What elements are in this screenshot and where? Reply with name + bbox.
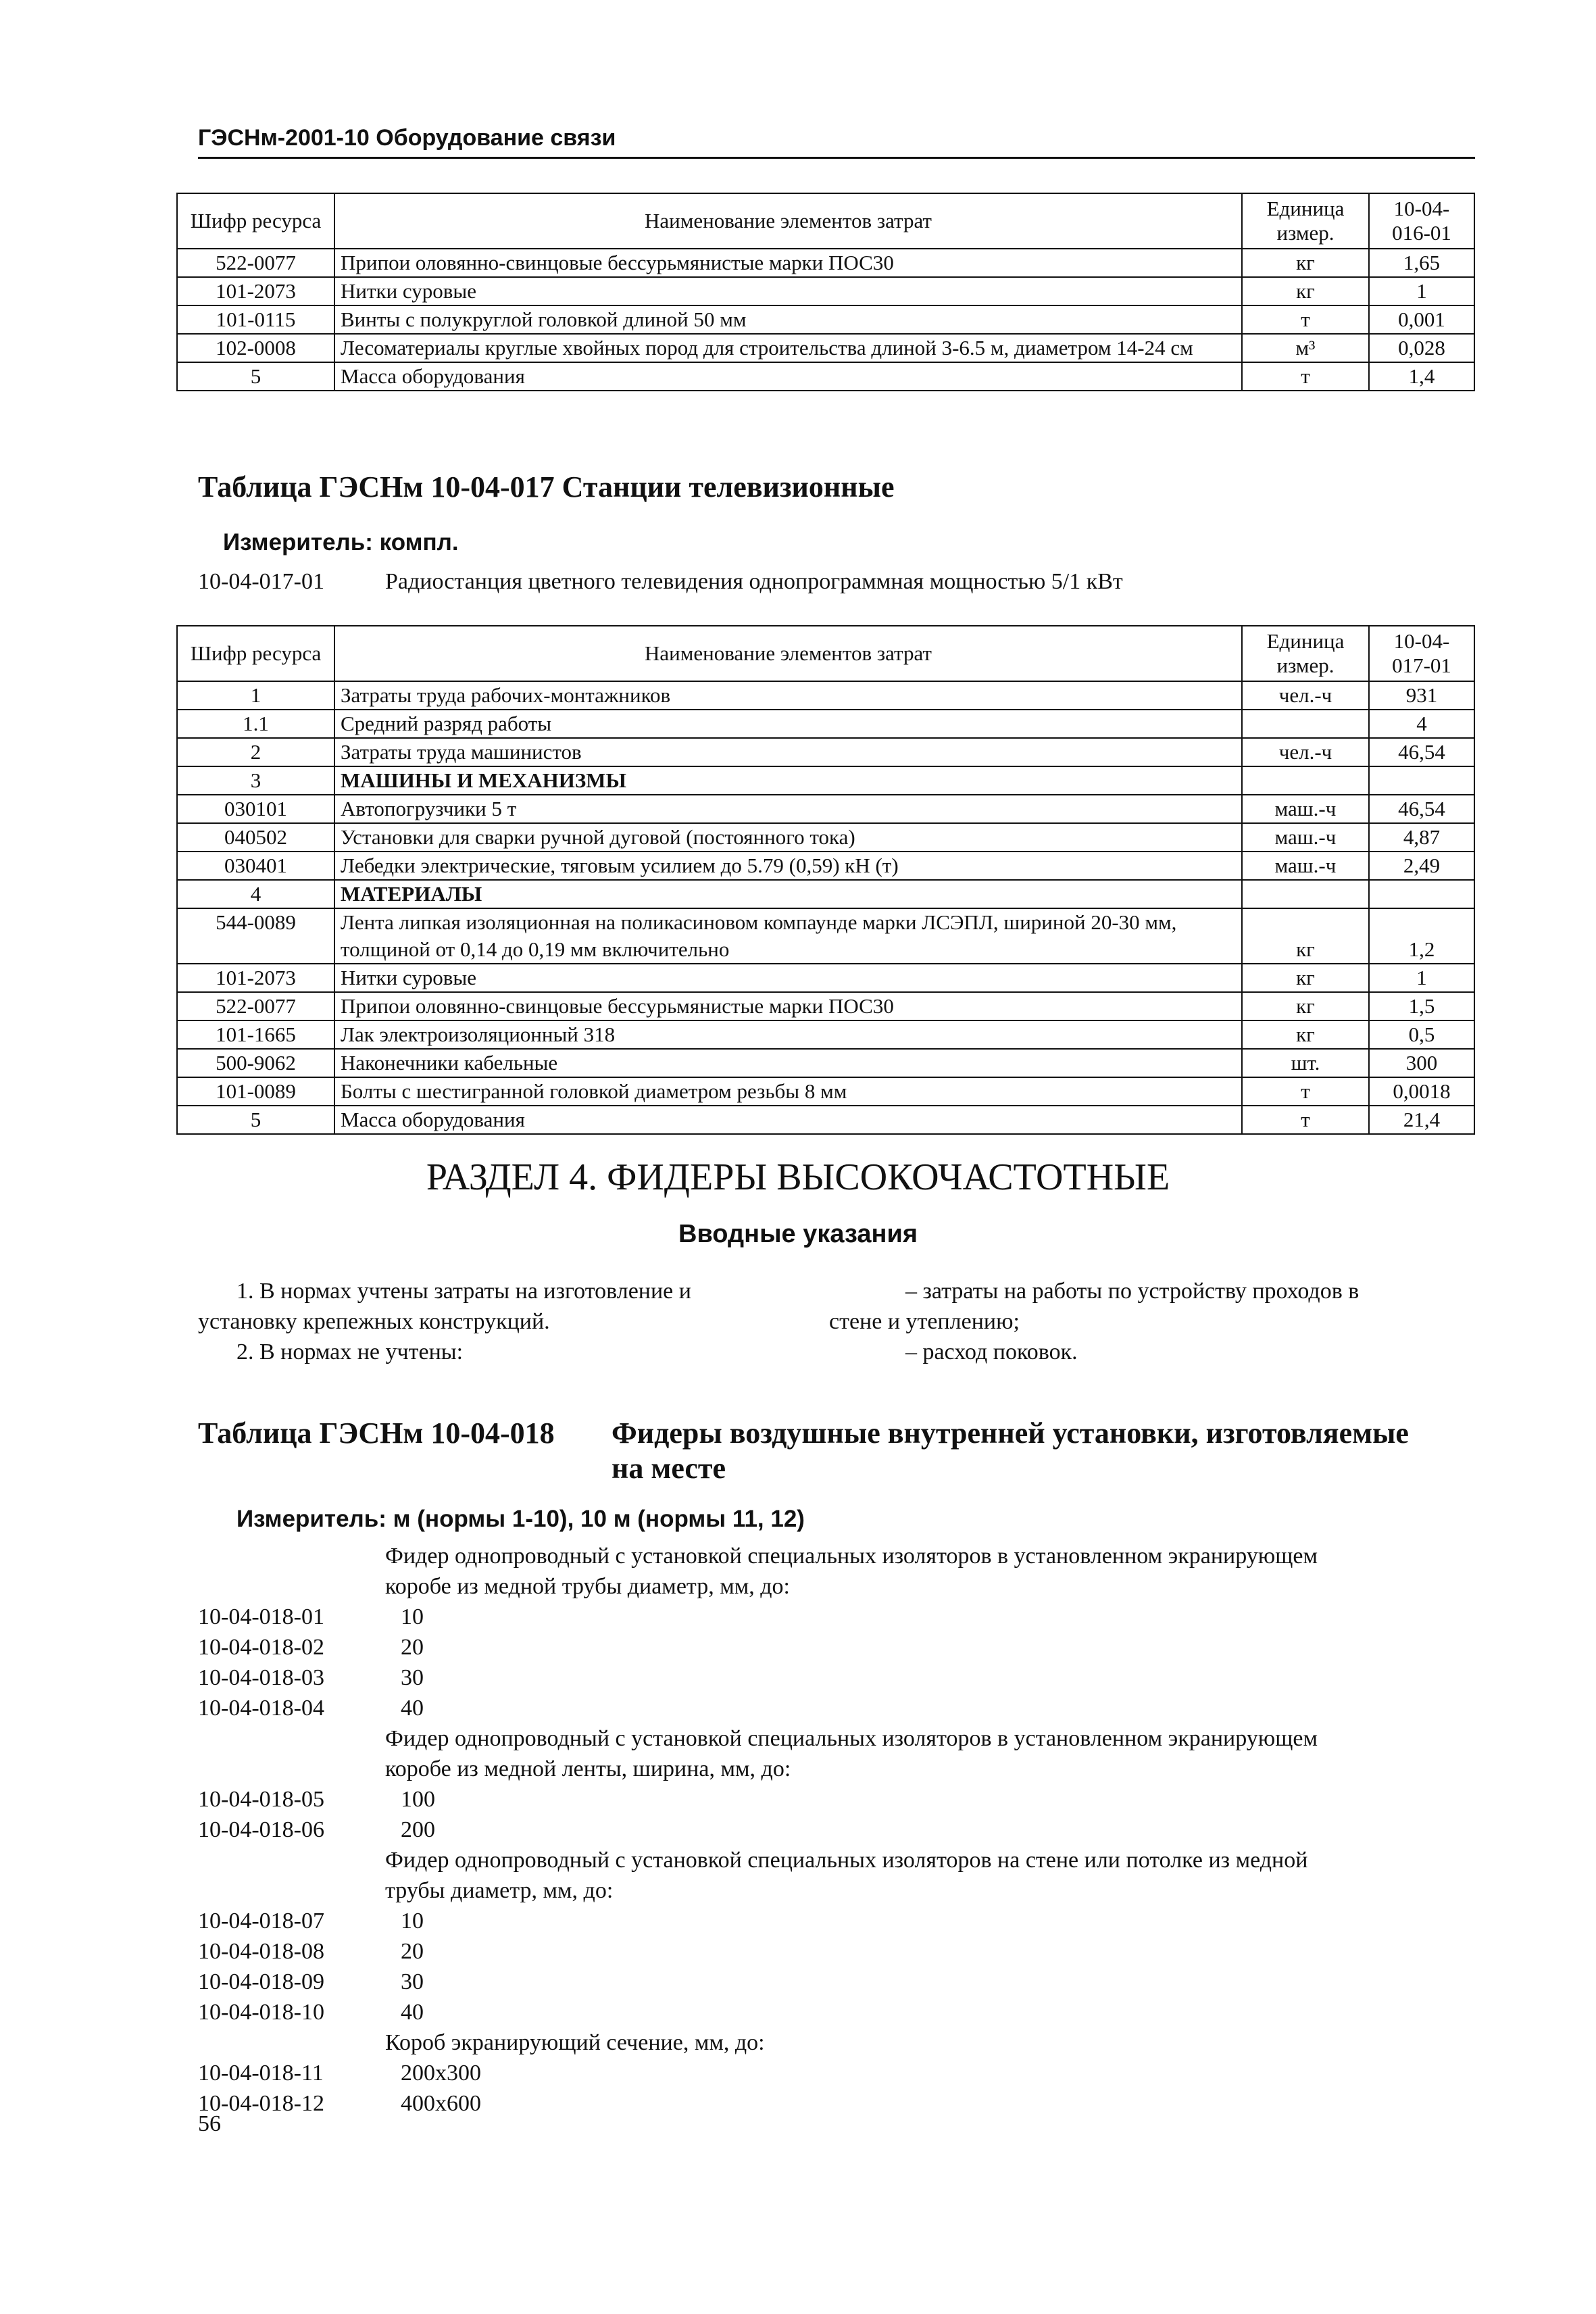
- table-row: [177, 710, 1474, 738]
- cell-value: 1,2: [1369, 908, 1474, 964]
- table-row: [177, 1106, 1474, 1134]
- cell-unit: чел.-ч: [1242, 738, 1369, 766]
- intro-text: стене и утеплению;: [829, 1309, 1020, 1334]
- table-header-row: [177, 193, 1474, 249]
- resource-table-017: [176, 625, 1475, 1135]
- norm-code: 10-04-018-02: [198, 1635, 324, 1660]
- norm-parameter: 20: [401, 1635, 424, 1660]
- cell-unit: м³: [1242, 334, 1369, 362]
- cell-name: МАТЕРИАЛЫ: [334, 880, 1242, 908]
- cell-name: Затраты труда машинистов: [334, 738, 1242, 766]
- norm-parameter: 10: [401, 1604, 424, 1629]
- cell-unit: кг: [1242, 908, 1369, 964]
- norm-item: [198, 1906, 1475, 1936]
- table-018-title: Фидеры воздушные внутренней установки, изготовляемые: [612, 1417, 1409, 1450]
- cell-value: 46,54: [1369, 795, 1474, 823]
- cell-name: Средний разряд работы: [334, 710, 1242, 738]
- col-header-unit: Единица измер.: [1242, 626, 1369, 681]
- cell-value: [1369, 880, 1474, 908]
- cell-name: Установки для сварки ручной дуговой (постоянного тока): [334, 823, 1242, 852]
- norm-parameter: 30: [401, 1665, 424, 1690]
- table-row: [177, 992, 1474, 1020]
- cell-value: 1,65: [1369, 249, 1474, 277]
- norms-list: [198, 1541, 1475, 2119]
- cell-value: 1: [1369, 277, 1474, 305]
- cell-name: МАШИНЫ И МЕХАНИЗМЫ: [334, 766, 1242, 795]
- cell-name: Затраты труда рабочих-монтажников: [334, 681, 1242, 710]
- cell-unit: кг: [1242, 249, 1369, 277]
- cell-name: Нитки суровые: [334, 277, 1242, 305]
- group-description: Короб экранирующий сечение, мм, до:: [385, 2030, 765, 2055]
- norm-item: [198, 1784, 1475, 1815]
- cell-code: 2: [177, 738, 334, 766]
- page-number: 56: [198, 2111, 221, 2136]
- table-row: [177, 964, 1474, 992]
- norm-item: [198, 1632, 1475, 1663]
- cell-unit: маш.-ч: [1242, 823, 1369, 852]
- norm-code: 10-04-018-03: [198, 1665, 324, 1690]
- table-row: [177, 766, 1474, 795]
- table-row: [177, 823, 1474, 852]
- cell-code: 544-0089: [177, 908, 334, 964]
- cell-unit: т: [1242, 362, 1369, 391]
- table-header-row: [177, 626, 1474, 681]
- table-017-title: Таблица ГЭСНм 10-04-017 Станции телевизионные: [198, 470, 895, 503]
- table-row: [177, 305, 1474, 334]
- cell-unit: кг: [1242, 964, 1369, 992]
- intro-text: 2. В нормах не учтены:: [236, 1339, 464, 1364]
- table-row: [177, 362, 1474, 391]
- table-row: [177, 880, 1474, 908]
- cell-value: 1,5: [1369, 992, 1474, 1020]
- cell-name: Нитки суровые: [334, 964, 1242, 992]
- table-018-title: на месте: [612, 1452, 726, 1485]
- section-title: РАЗДЕЛ 4. ФИДЕРЫ ВЫСОКОЧАСТОТНЫЕ: [426, 1156, 1170, 1198]
- intro-text: установку крепежных конструкций.: [198, 1309, 550, 1334]
- resource-table-016: [176, 193, 1475, 391]
- cell-name: Припои оловянно-свинцовые бессурьмянистые марки ПОС30: [334, 249, 1242, 277]
- cell-name: Припои оловянно-свинцовые бессурьмянистые марки ПОС30: [334, 992, 1242, 1020]
- table-017-measure: Измеритель: компл.: [223, 529, 459, 556]
- table-row: [177, 249, 1474, 277]
- cell-unit: [1242, 880, 1369, 908]
- table-row: [177, 277, 1474, 305]
- norm-parameter: 400х600: [401, 2091, 481, 2116]
- cell-code: 101-0089: [177, 1077, 334, 1106]
- cell-name: Наконечники кабельные: [334, 1049, 1242, 1077]
- cell-value: 1: [1369, 964, 1474, 992]
- col-header-name: Наименование элементов затрат: [334, 626, 1242, 681]
- norm-parameter: 200: [401, 1817, 435, 1842]
- cell-name: Масса оборудования: [334, 362, 1242, 391]
- group-description: коробе из медной трубы диаметр, мм, до:: [385, 1574, 790, 1599]
- intro-text: – расход поковок.: [905, 1339, 1078, 1364]
- col-header-code: Шифр ресурса: [177, 626, 334, 681]
- cell-value: 4: [1369, 710, 1474, 738]
- norm-item: [198, 1815, 1475, 1845]
- cell-code: 1.1: [177, 710, 334, 738]
- norm-item: [198, 1997, 1475, 2027]
- table-018-measure: Измеритель: м (нормы 1-10), 10 м (нормы 11, 12): [236, 1506, 805, 1532]
- cell-code: 030401: [177, 852, 334, 880]
- header-rule: [198, 157, 1475, 159]
- cell-unit: маш.-ч: [1242, 795, 1369, 823]
- group-description: трубы диаметр, мм, до:: [385, 1878, 614, 1903]
- cell-code: 4: [177, 880, 334, 908]
- cell-code: 102-0008: [177, 334, 334, 362]
- norm-code: 10-04-018-10: [198, 2000, 324, 2025]
- norm-parameter: 20: [401, 1939, 424, 1964]
- norm-code: 10-04-017-01: [198, 569, 324, 594]
- col-header-name: Наименование элементов затрат: [334, 193, 1242, 249]
- cell-name: Лак электроизоляционный 318: [334, 1020, 1242, 1049]
- cell-code: 1: [177, 681, 334, 710]
- table-row: [177, 1077, 1474, 1106]
- norm-code: 10-04-018-11: [198, 2061, 324, 2086]
- running-header: ГЭСНм-2001-10 Оборудование связи: [198, 125, 616, 151]
- norm-parameter: 40: [401, 2000, 424, 2025]
- table-row: [177, 795, 1474, 823]
- cell-code: 101-2073: [177, 964, 334, 992]
- cell-code: 3: [177, 766, 334, 795]
- norm-description: Радиостанция цветного телевидения однопрограммная мощностью 5/1 кВт: [385, 569, 1123, 594]
- norm-item: [198, 2088, 1475, 2119]
- cell-value: 0,001: [1369, 305, 1474, 334]
- intro-text: – затраты на работы по устройству проходов в: [905, 1279, 1360, 1304]
- norm-code: 10-04-018-07: [198, 1909, 324, 1934]
- norm-item: [198, 1936, 1475, 1967]
- group-description: коробе из медной ленты, ширина, мм, до:: [385, 1756, 791, 1781]
- table-row: [177, 1049, 1474, 1077]
- cell-name: Винты с полукруглой головкой длиной 50 мм: [334, 305, 1242, 334]
- col-header-unit: Единица измер.: [1242, 193, 1369, 249]
- intro-text: 1. В нормах учтены затраты на изготовление и: [236, 1279, 691, 1304]
- table-row: [177, 738, 1474, 766]
- table-row: [177, 1020, 1474, 1049]
- cell-unit: т: [1242, 1077, 1369, 1106]
- cell-value: [1369, 766, 1474, 795]
- norm-parameter: 40: [401, 1696, 424, 1721]
- cell-value: 300: [1369, 1049, 1474, 1077]
- table-row: [177, 908, 1474, 964]
- norm-item: [198, 1693, 1475, 1723]
- table-018-title: Таблица ГЭСНм 10-04-018: [198, 1417, 555, 1450]
- norm-parameter: 200х300: [401, 2061, 481, 2086]
- cell-value: 4,87: [1369, 823, 1474, 852]
- cell-unit: [1242, 766, 1369, 795]
- table-row: [177, 681, 1474, 710]
- cell-code: 101-1665: [177, 1020, 334, 1049]
- norm-code: 10-04-018-06: [198, 1817, 324, 1842]
- cell-code: 5: [177, 362, 334, 391]
- cell-unit: т: [1242, 305, 1369, 334]
- col-header-value: 10-04-017-01: [1369, 626, 1474, 681]
- col-header-value: 10-04-016-01: [1369, 193, 1474, 249]
- cell-code: 5: [177, 1106, 334, 1134]
- cell-unit: кг: [1242, 992, 1369, 1020]
- cell-unit: [1242, 710, 1369, 738]
- norm-code: 10-04-018-09: [198, 1969, 324, 1994]
- norm-code: 10-04-018-08: [198, 1939, 324, 1964]
- norm-item: [198, 2058, 1475, 2088]
- cell-value: 0,5: [1369, 1020, 1474, 1049]
- cell-name: Болты с шестигранной головкой диаметром резьбы 8 мм: [334, 1077, 1242, 1106]
- norm-item: [198, 1602, 1475, 1632]
- cell-name: Лента липкая изоляционная на поликасиновом компаунде марки ЛСЭПЛ, шириной 20-30 мм, толщиной от 0,14 до 0,19 мм включительно: [334, 908, 1242, 964]
- norm-code: 10-04-018-12: [198, 2091, 324, 2116]
- group-description: Фидер однопроводный с установкой специальных изоляторов в установленном экранирующем: [385, 1726, 1318, 1751]
- cell-value: 931: [1369, 681, 1474, 710]
- norm-code: 10-04-018-01: [198, 1604, 324, 1629]
- group-description: Фидер однопроводный с установкой специальных изоляторов в установленном экранирующем: [385, 1544, 1318, 1569]
- cell-value: 46,54: [1369, 738, 1474, 766]
- norm-item: [198, 1967, 1475, 1997]
- cell-code: 101-2073: [177, 277, 334, 305]
- cell-unit: кг: [1242, 1020, 1369, 1049]
- group-description: Фидер однопроводный с установкой специальных изоляторов на стене или потолке из медной: [385, 1848, 1308, 1873]
- cell-value: 0,028: [1369, 334, 1474, 362]
- cell-code: 522-0077: [177, 249, 334, 277]
- cell-name: Лесоматериалы круглые хвойных пород для строительства длиной 3-6.5 м, диаметром 14-24 см: [334, 334, 1242, 362]
- cell-code: 040502: [177, 823, 334, 852]
- cell-unit: маш.-ч: [1242, 852, 1369, 880]
- cell-code: 522-0077: [177, 992, 334, 1020]
- intro-heading: Вводные указания: [678, 1220, 918, 1248]
- cell-value: 0,0018: [1369, 1077, 1474, 1106]
- cell-code: 030101: [177, 795, 334, 823]
- cell-unit: шт.: [1242, 1049, 1369, 1077]
- cell-code: 500-9062: [177, 1049, 334, 1077]
- cell-name: Лебедки электрические, тяговым усилием до 5.79 (0,59) кН (т): [334, 852, 1242, 880]
- table-row: [177, 334, 1474, 362]
- cell-value: 2,49: [1369, 852, 1474, 880]
- norm-item: [198, 1663, 1475, 1693]
- cell-name: Масса оборудования: [334, 1106, 1242, 1134]
- cell-value: 1,4: [1369, 362, 1474, 391]
- norm-parameter: 100: [401, 1787, 435, 1812]
- cell-unit: чел.-ч: [1242, 681, 1369, 710]
- norm-parameter: 30: [401, 1969, 424, 1994]
- cell-unit: т: [1242, 1106, 1369, 1134]
- cell-code: 101-0115: [177, 305, 334, 334]
- norm-code: 10-04-018-05: [198, 1787, 324, 1812]
- table-row: [177, 852, 1474, 880]
- cell-value: 21,4: [1369, 1106, 1474, 1134]
- col-header-code: Шифр ресурса: [177, 193, 334, 249]
- cell-unit: кг: [1242, 277, 1369, 305]
- norm-code: 10-04-018-04: [198, 1696, 324, 1721]
- norm-parameter: 10: [401, 1909, 424, 1934]
- cell-name: Автопогрузчики 5 т: [334, 795, 1242, 823]
